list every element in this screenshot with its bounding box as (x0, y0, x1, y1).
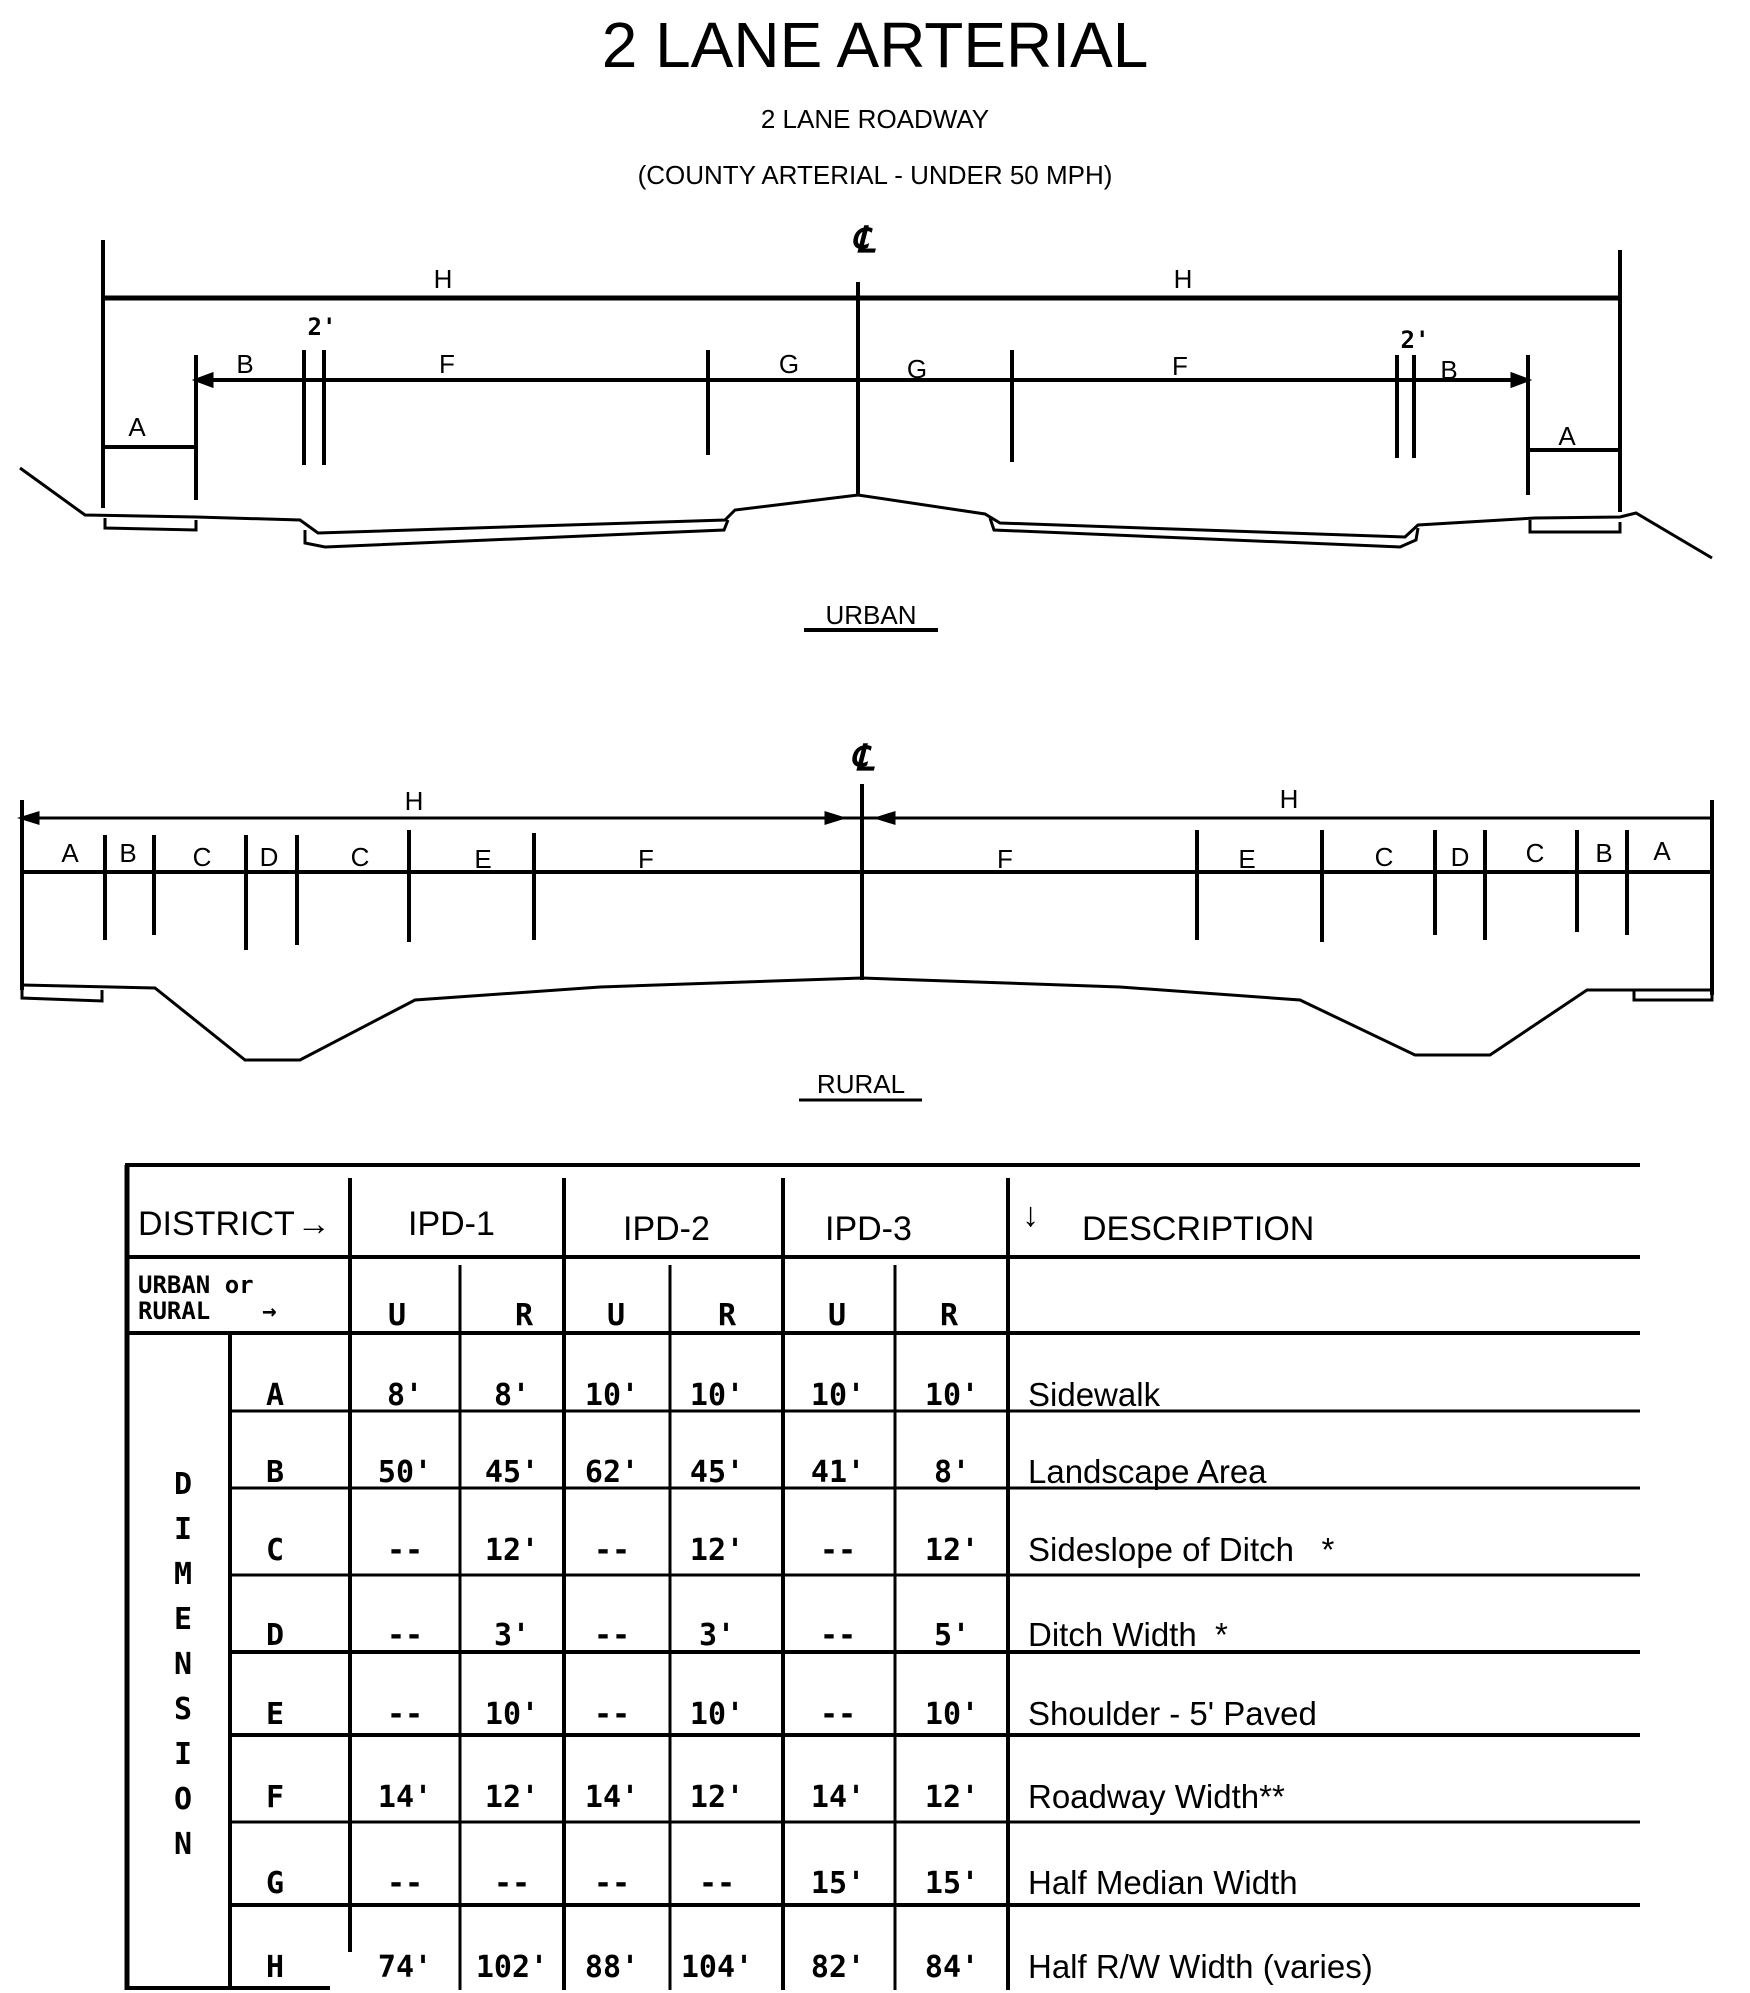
urban-label-b-left: B (236, 349, 254, 379)
row-dimension-a: A (266, 1378, 285, 1413)
dimension-letter: E (173, 1602, 193, 1637)
row-description: Shoulder - 5' Paved (1028, 1695, 1317, 1732)
row-dimension-g: G (266, 1866, 285, 1901)
row-dimension-h: H (266, 1950, 285, 1985)
table-cell: 8' (933, 1455, 971, 1490)
urban-two-ft-left: 2' (307, 313, 337, 341)
table-cell: -- (386, 1533, 424, 1568)
rural-label-h-left: H (404, 786, 424, 816)
row-description: Half Median Width (1028, 1864, 1298, 1901)
urban-label-f-right: F (1172, 351, 1188, 381)
dimension-letter: N (173, 1827, 193, 1862)
rural-label-c-right-1: C (1374, 842, 1394, 872)
dimension-letter: I (173, 1737, 193, 1772)
district-header: DISTRICT→ (138, 1205, 331, 1243)
urban-centerline-symbol: ℄ (851, 219, 875, 261)
rural-label-d-left: D (259, 842, 279, 872)
rural-label-e-left: E (474, 844, 492, 874)
row-description: Landscape Area (1028, 1453, 1267, 1490)
table-cell: -- (819, 1533, 857, 1568)
table-cell: 8' (386, 1378, 424, 1413)
rural-label-b-right: B (1595, 838, 1613, 868)
table-cell: 12' (689, 1780, 745, 1815)
urban-caption: URBAN (825, 600, 917, 630)
table-cell: -- (386, 1697, 424, 1732)
rural-cross-section (22, 784, 1712, 1100)
dimension-letter: O (173, 1782, 193, 1817)
row-description: Half R/W Width (varies) (1028, 1948, 1373, 1985)
page-subtitle-2: (COUNTY ARTERIAL - UNDER 50 MPH) (637, 160, 1113, 190)
sub-header-u-2: U (607, 1298, 626, 1333)
table-cell: 10' (484, 1697, 540, 1732)
table-cell: 10' (584, 1378, 640, 1413)
row-dimension-f: F (266, 1780, 285, 1815)
table-cell: -- (593, 1866, 631, 1901)
table-cell: 12' (484, 1533, 540, 1568)
row-description: Ditch Width * (1028, 1616, 1228, 1653)
table-cell: 14' (810, 1780, 866, 1815)
table-cell: 82' (810, 1950, 866, 1985)
page-subtitle: 2 LANE ROADWAY (760, 104, 990, 134)
urban-label-a-left: A (128, 412, 146, 442)
rural-centerline-symbol: ℄ (850, 737, 874, 779)
sub-header-u-1: U (388, 1298, 407, 1333)
table-cell: 10' (924, 1378, 980, 1413)
table-cell: -- (593, 1618, 631, 1653)
table-cell: 14' (584, 1780, 640, 1815)
table-cell: 10' (810, 1378, 866, 1413)
urban-arrow-left (196, 374, 212, 386)
table-cell: 84' (924, 1950, 980, 1985)
table-cell: 45' (689, 1455, 745, 1490)
table-cell: 15' (924, 1866, 980, 1901)
dimension-letter: D (173, 1467, 193, 1502)
rural-caption: RURAL (816, 1069, 906, 1099)
table-cell: 41' (810, 1455, 866, 1490)
rural-label-c-left-1: C (192, 842, 212, 872)
district-ipd-1: IPD-1 (408, 1205, 495, 1243)
urban-two-ft-right: 2' (1400, 326, 1430, 354)
table-cell: 102' (475, 1950, 549, 1985)
table-cell: -- (386, 1618, 424, 1653)
table-cell: 12' (689, 1533, 745, 1568)
row-dimension-c: C (266, 1533, 285, 1568)
table-cell: 104' (680, 1950, 754, 1985)
row-description: Roadway Width** (1028, 1778, 1285, 1815)
urban-label-h-right: H (1173, 264, 1193, 294)
dimension-letter: N (173, 1647, 193, 1682)
table-cell: 12' (484, 1780, 540, 1815)
description-header: DESCRIPTION (1082, 1210, 1315, 1248)
table-cell: -- (819, 1618, 857, 1653)
sub-header-r-2: R (718, 1298, 737, 1333)
rural-label-c-left-2: C (350, 842, 370, 872)
dimension-letter: M (173, 1557, 193, 1592)
rural-label-d-right: D (1450, 842, 1470, 872)
table-cell: 10' (689, 1378, 745, 1413)
table-cell: 12' (924, 1780, 980, 1815)
table-cell: 14' (377, 1780, 433, 1815)
rural-label-a-left: A (61, 838, 79, 868)
arrow-down-icon: ↓ (1022, 1196, 1039, 1234)
table-cell: -- (386, 1866, 424, 1901)
row-dimension-d: D (266, 1618, 285, 1653)
rural-label-f-right: F (997, 844, 1013, 874)
rural-label-h-right: H (1279, 784, 1299, 814)
sub-header-r-3: R (940, 1298, 959, 1333)
urban-label-h-left: H (433, 264, 453, 294)
urban-label-g-right: G (906, 354, 928, 384)
rural-label-c-right-2: C (1525, 838, 1545, 868)
urban-label-a-right: A (1558, 421, 1576, 451)
table-cell: 3' (698, 1618, 736, 1653)
table-cell: 10' (689, 1697, 745, 1732)
table-cell: 10' (924, 1697, 980, 1732)
table-cell: 12' (924, 1533, 980, 1568)
page-title: 2 LANE ARTERIAL (601, 9, 1149, 81)
urban-label-b-right: B (1440, 355, 1458, 385)
table-cell: 62' (584, 1455, 640, 1490)
row-description: Sideslope of Ditch * (1028, 1531, 1335, 1568)
sub-header-u-3: U (828, 1298, 847, 1333)
rural-label-a-right: A (1653, 836, 1671, 866)
table-cell: 15' (810, 1866, 866, 1901)
urban-label-f-left: F (439, 349, 455, 379)
dimension-letter: S (173, 1692, 193, 1727)
table-cell: -- (698, 1866, 736, 1901)
table-cell: 3' (493, 1618, 531, 1653)
rural-label-e-right: E (1238, 844, 1256, 874)
row-description: Sidewalk (1028, 1376, 1161, 1413)
table-cell: 74' (377, 1950, 433, 1985)
sub-header-r-1: R (515, 1298, 534, 1333)
table-cell: -- (593, 1533, 631, 1568)
urban-label-g-left: G (778, 349, 800, 379)
table-cell: 5' (933, 1618, 971, 1653)
urban-rural-header: URBAN or RURAL → (138, 1271, 277, 1325)
rural-label-b-left: B (119, 838, 137, 868)
table-cell: 8' (493, 1378, 531, 1413)
table-cell: -- (593, 1697, 631, 1732)
table-cell: 50' (377, 1455, 433, 1490)
table-cell: 45' (484, 1455, 540, 1490)
table-cell: -- (819, 1697, 857, 1732)
table-cell: -- (493, 1866, 531, 1901)
rural-label-f-left: F (638, 844, 654, 874)
row-dimension-b: B (266, 1455, 285, 1490)
district-ipd-2: IPD-2 (623, 1210, 710, 1248)
dimension-letter: I (173, 1512, 193, 1547)
table-cell: 88' (584, 1950, 640, 1985)
dimension-vertical-label (168, 1462, 198, 1867)
district-ipd-3: IPD-3 (825, 1210, 912, 1248)
row-dimension-e: E (266, 1697, 285, 1732)
urban-arrow-right (1512, 374, 1528, 386)
